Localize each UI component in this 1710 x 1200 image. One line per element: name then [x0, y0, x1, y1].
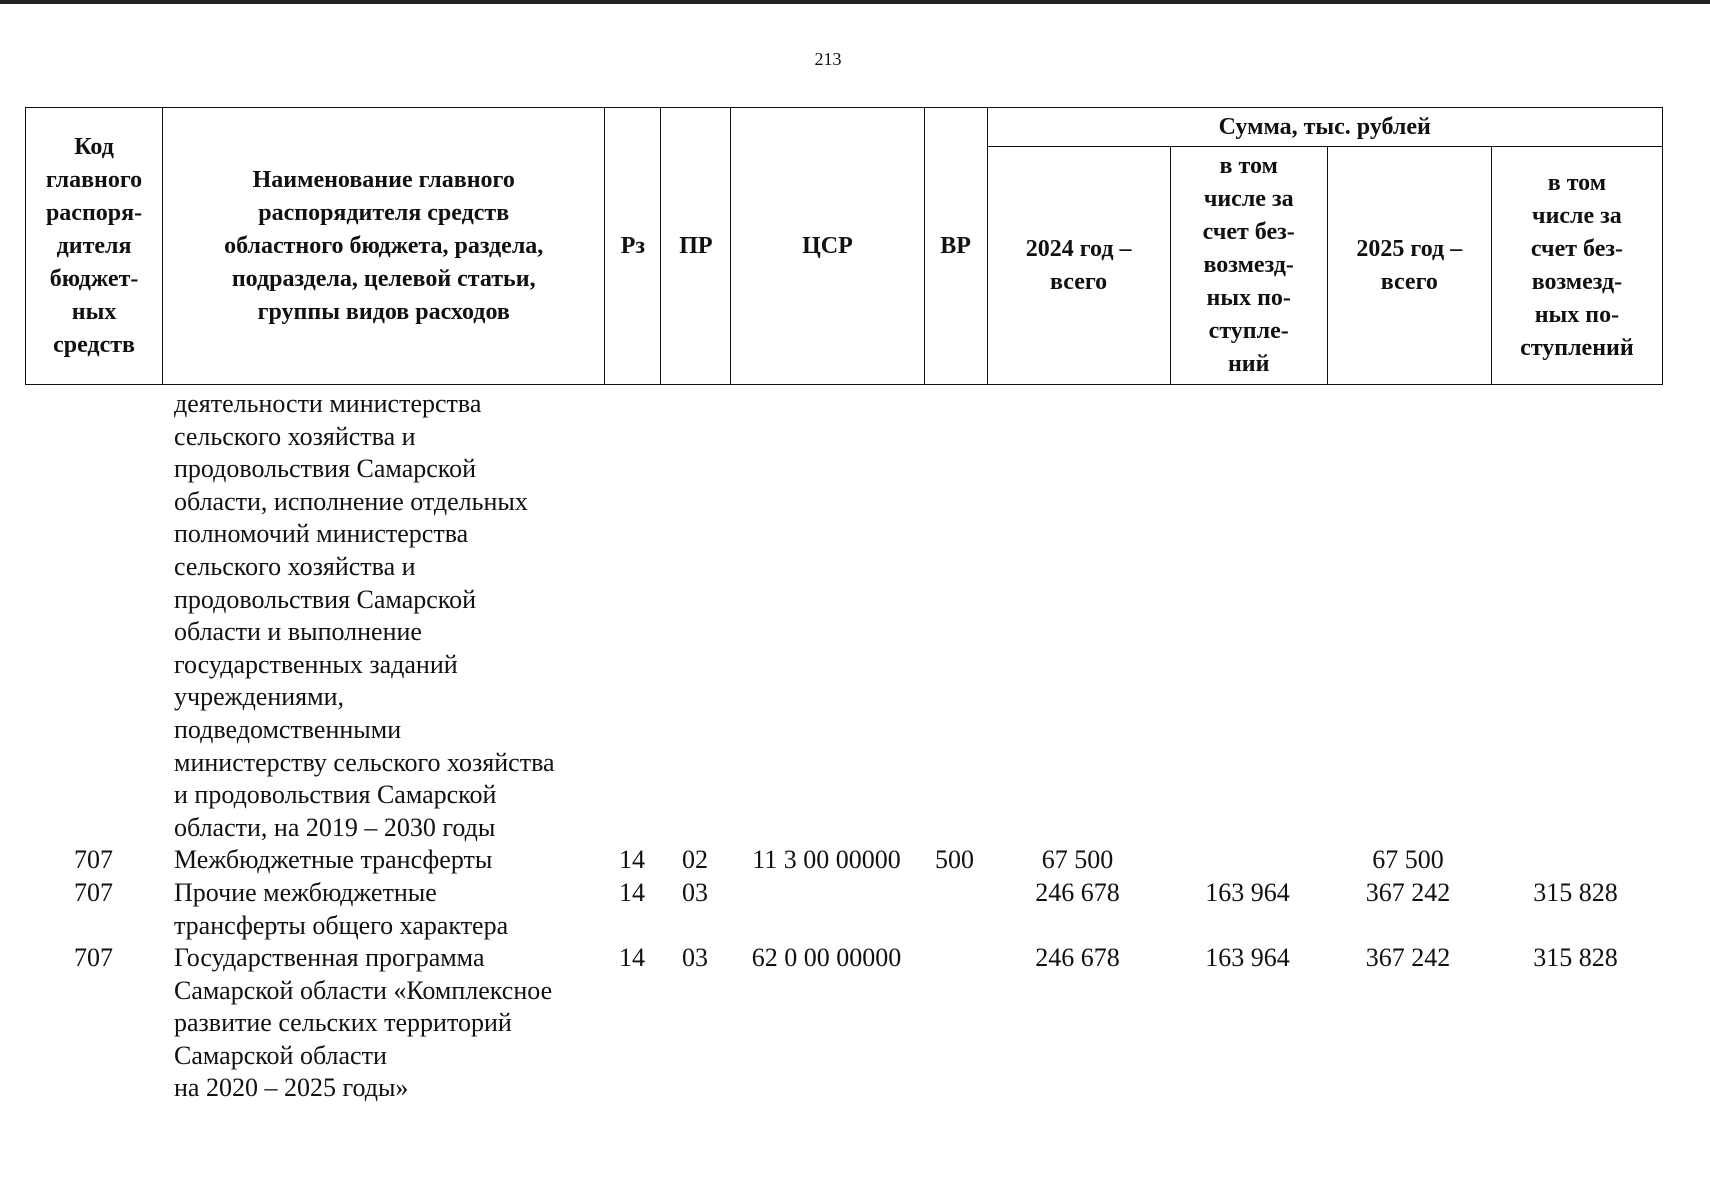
row-name: Государственная программа Самарской области «Комплексное развитие сельских территорий Самарской области на 2020 – 2025 годы»	[174, 943, 553, 1103]
row-2024-free: 163 964	[1205, 943, 1290, 973]
header-name: Наименование главного распорядителя средств областного бюджета, раздела, подраздела, целевой статьи, группы видов расходов	[163, 108, 605, 385]
row-pr: 03	[682, 943, 708, 973]
header-rz: Рз	[605, 108, 661, 385]
row-rz: 14	[619, 943, 645, 973]
row-rz: 14	[619, 877, 645, 907]
row-kod: 707	[74, 877, 113, 907]
header-vr: ВР	[924, 108, 987, 385]
row-2025-total: 367 242	[1365, 877, 1451, 907]
row-2025-total: 67 500	[1372, 845, 1444, 875]
table-header	[25, 107, 1663, 385]
header-2025-free: в том числе за счет без- возмезд- ных по- ступлений	[1491, 147, 1662, 385]
top-border-rule	[0, 0, 1710, 4]
row-pr: 03	[682, 877, 708, 907]
row-csr: 62 0 00 00000	[751, 943, 902, 973]
table-row	[25, 942, 1663, 1105]
row-name: Прочие межбюджетные трансферты общего характера	[174, 877, 509, 940]
page-number: 213	[814, 49, 842, 69]
header-2025-total: 2025 год – всего	[1327, 147, 1491, 385]
row-name: Межбюджетные трансферты	[174, 845, 493, 875]
row-kod: 707	[74, 845, 113, 875]
table-row	[25, 877, 1663, 942]
header-csr: ЦСР	[731, 108, 924, 385]
header-2024-free: в том числе за счет без- возмезд- ных по- ступле- ний	[1170, 147, 1327, 385]
table-body	[25, 388, 1663, 1105]
row-2025-free: 315 828	[1533, 943, 1618, 973]
continuation-text: деятельности министерства сельского хозяйства и продовольствия Самарской области, исполнение отдельных полномочий министерства сельского хозяйства и продовольствия Самарской области и выполнение государственных заданий учреждениями, подведомственными министерству сельского хозяйства и продовольствия Самарской области, на 2019 – 2030 годы	[174, 389, 555, 842]
row-2024-total: 246 678	[1035, 877, 1120, 907]
row-csr: 11 3 00 00000	[752, 845, 901, 875]
row-2025-total: 367 242	[1365, 943, 1451, 973]
row-kod: 707	[74, 943, 113, 973]
row-rz: 14	[619, 845, 645, 875]
header-2024-total: 2024 год – всего	[987, 147, 1170, 385]
row-vr: 500	[935, 845, 974, 875]
row-2024-free: 163 964	[1205, 877, 1290, 907]
row-2024-total: 67 500	[1041, 845, 1114, 875]
continuation-row	[25, 388, 1663, 844]
header-kod: Код главного распоря- дителя бюджет- ных средств	[26, 108, 163, 385]
header-sum-caption: Сумма, тыс. рублей	[987, 108, 1662, 147]
table-row	[25, 844, 1663, 877]
row-pr: 02	[682, 845, 708, 875]
row-2024-total: 246 678	[1035, 943, 1120, 973]
header-pr: ПР	[661, 108, 731, 385]
row-2025-free: 315 828	[1533, 877, 1618, 907]
